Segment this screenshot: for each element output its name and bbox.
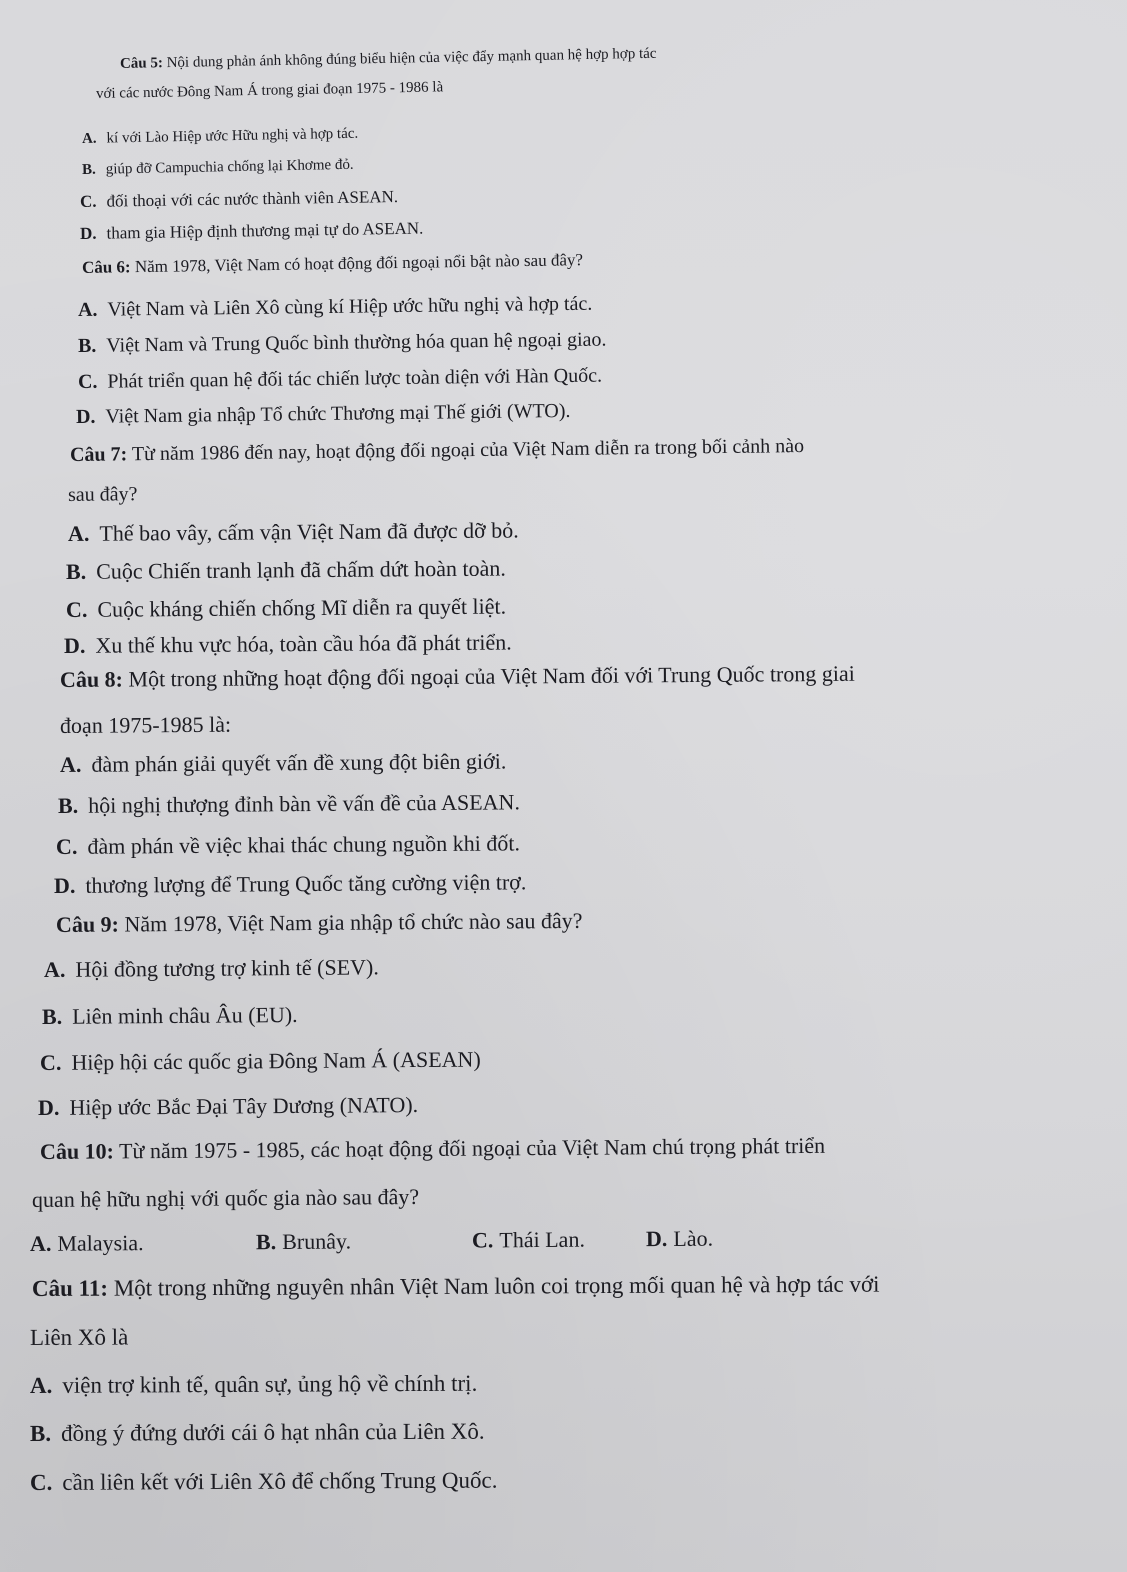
question-stem-line (60, 712, 231, 739)
answer-option-b: B. đồng ý đứng dưới cái ô hạt nhân của Liên Xô. (29, 1418, 485, 1446)
answer-option-d: D. thương lượng để Trung Quốc tăng cường viện trợ. (53, 869, 527, 898)
answer-options-row (30, 1226, 713, 1257)
question-stem-line (68, 483, 138, 507)
question-stem-line (32, 1272, 880, 1302)
question-number: Câu 9: (55, 911, 120, 937)
answer-option-d: D. Xu thế khu vực hóa, toàn cầu hóa đã phát triển. (63, 629, 512, 658)
answer-option-b: B. hội nghị thượng đỉnh bàn về vấn đề của ASEAN. (57, 789, 520, 818)
answer-option-a: A. viện trợ kinh tế, quân sự, ủng hộ về chính trị. (29, 1370, 478, 1398)
answer-option-a: A. đàm phán giải quyết vấn đề xung đột biên giới. (59, 748, 507, 777)
answer-option-b: B. Cuộc Chiến tranh lạnh đã chấm dứt hoàn toàn. (65, 555, 506, 584)
question-stem-line (82, 250, 583, 278)
answer-option-a: A. Hội đồng tương trợ kinh tế (SEV). (43, 954, 379, 982)
question-stem-text: Một trong những nguyên nhân Việt Nam luôn coi trọng mối quan hệ và hợp tác với (113, 1271, 880, 1301)
question-number: Câu 8: (59, 666, 124, 692)
answer-option-b: B. giúp đỡ Campuchia chống lại Khơme đỏ. (81, 156, 354, 178)
question-stem-line (60, 661, 855, 693)
question-stem-text: Liên Xô là (29, 1324, 129, 1350)
question-stem-text: sau đây? (67, 483, 138, 506)
answer-option-c: C. đàm phán về việc khai thác chung nguồn khi đốt. (55, 830, 521, 859)
answer-option-a: A. Thế bao vây, cấm vận Việt Nam đã được dỡ bỏ. (67, 517, 519, 546)
question-stem-line (70, 435, 804, 467)
answer-option-a: A. kí với Lào Hiệp ước Hữu nghị và hợp tác. (81, 125, 359, 147)
answer-option-d: D. Lào. (645, 1225, 714, 1252)
answer-option-c: C. Hiệp hội các quốc gia Đông Nam Á (ASEAN) (39, 1046, 481, 1075)
answer-option-b: B. Brunây. (255, 1228, 352, 1255)
question-stem-text: Từ năm 1975 - 1985, các hoạt động đối ngoại của Việt Nam chú trọng phát triển (118, 1132, 826, 1164)
answer-option-a: A. Malaysia. (29, 1230, 144, 1256)
answer-option-b: B. Liên minh châu Âu (EU). (41, 1001, 298, 1029)
answer-option-c: C. Cuộc kháng chiến chống Mĩ diễn ra quyết liệt. (65, 593, 507, 622)
question-stem-text: đoạn 1975-1985 là: (59, 711, 232, 738)
question-number: Câu 11: (31, 1275, 109, 1301)
answer-option-d: D. Việt Nam gia nhập Tổ chức Thương mại Thế giới (WTO). (75, 399, 571, 428)
question-stem-text: Năm 1978, Việt Nam gia nhập tổ chức nào sau đây? (124, 907, 583, 937)
question-stem-line (56, 908, 583, 938)
question-stem-line (32, 1184, 419, 1213)
answer-option-c: C. Phát triển quan hệ đối tác chiến lược toàn diện với Hàn Quốc. (77, 364, 603, 393)
question-number: Câu 5: (119, 55, 164, 72)
question-number: Câu 6: (81, 257, 131, 277)
question-stem-line (96, 79, 444, 103)
answer-option-b: B. Việt Nam và Trung Quốc bình thường hóa quan hệ ngoại giao. (77, 328, 607, 357)
question-number: Câu 10: (39, 1138, 115, 1164)
answer-option-d: D. Hiệp ước Bắc Đại Tây Dương (NATO). (37, 1092, 419, 1120)
question-stem-text: Nội dung phản ánh không đúng biểu hiện của việc đẩy mạnh quan hệ hợp hợp tác (166, 45, 657, 72)
question-stem-text: quan hệ hữu nghị với quốc gia nào sau đây? (31, 1183, 420, 1212)
question-stem-text: với các nước Đông Nam Á trong giai đoạn 1975 - 1986 là (95, 79, 444, 102)
answer-option-d: D. tham gia Hiệp định thương mại tự do ASEAN. (79, 218, 424, 243)
question-stem-line (120, 46, 657, 73)
answer-option-c: C. Thái Lan. (471, 1226, 585, 1253)
answer-option-c: C. đối thoại với các nước thành viên ASEAN. (79, 187, 399, 211)
question-stem-text: Một trong những hoạt động đối ngoại của Việt Nam đối với Trung Quốc trong giai (128, 660, 855, 692)
answer-option-c: C. cần liên kết với Liên Xô để chống Trung Quốc. (29, 1467, 498, 1495)
question-number: Câu 7: (69, 443, 128, 466)
question-stem-text: Từ năm 1986 đến nay, hoạt động đối ngoại của Việt Nam diễn ra trong bối cảnh nào (131, 435, 805, 466)
question-stem-line (40, 1133, 825, 1165)
answer-option-a: A. Việt Nam và Liên Xô cùng kí Hiệp ước hữu nghị và hợp tác. (77, 292, 593, 321)
question-stem-text: Năm 1978, Việt Nam có hoạt động đối ngoại nổi bật nào sau đây? (134, 250, 584, 277)
question-stem-line (30, 1324, 128, 1351)
